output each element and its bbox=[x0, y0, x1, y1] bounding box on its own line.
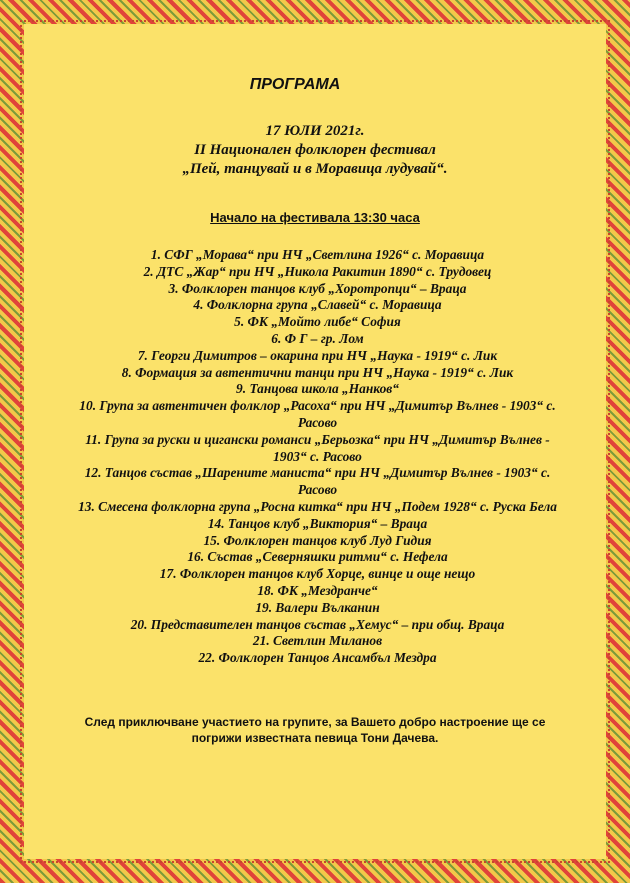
program-item: 13. Смесена фолклорна група „Росна китка“ при НЧ „Подем 1928“ с. Руска Бела bbox=[78, 498, 557, 514]
page-title: ПРОГРАМА bbox=[249, 76, 341, 93]
closing-note bbox=[50, 714, 580, 746]
program-item: 9. Танцова школа „Нанков“ bbox=[236, 381, 399, 397]
festival-date: 17 ЮЛИ 2021г. bbox=[265, 123, 365, 139]
program-item: 7. Георги Димитров – окарина при НЧ „Наука - 1919“ с. Лик bbox=[137, 347, 498, 363]
festival-intro bbox=[40, 122, 590, 179]
program-item: 18. ФК „Мездранче“ bbox=[257, 582, 378, 598]
closing-note-line: След приключване участието на групите, за Вашето добро настроение ще се bbox=[84, 715, 546, 729]
program-item: 11. Група за руски и цигански романси „Берьозка“ при НЧ „Димитър Вълнев - 1903“ с. Расово bbox=[85, 431, 550, 464]
program-item: 6. Ф Г – гр. Лом bbox=[271, 330, 364, 346]
program-item: 3. Фолклорен танцов клуб „Хоротропци“ – Враца bbox=[168, 280, 467, 296]
program-item: 8. Формация за автентични танци при НЧ „Наука - 1919“ с. Лик bbox=[121, 364, 514, 380]
program-item: 16. Състав „Северняшки ритми“ с. Нефела bbox=[187, 549, 448, 565]
program-item: 21. Светлин Миланов bbox=[252, 633, 383, 649]
festival-motto: „Пей, танцувай и в Моравица лудувай“. bbox=[182, 161, 448, 177]
program-item: 2. ДТС „Жар“ при НЧ „Никола Ракитин 1890“ с. Трудовец bbox=[143, 263, 492, 279]
festival-name: II Национален фолклорен фестивал bbox=[194, 142, 436, 158]
program-item: 10. Група за автентичен фолклор „Расоха“ при НЧ „Димитър Вълнев - 1903“ с. Расово bbox=[79, 398, 556, 430]
program-item: 12. Танцов състав „Шарените маниста“ при НЧ „Димитър Вълнев - 1903“ с. Расово bbox=[84, 465, 551, 498]
program-item: 5. ФК „Мойто либе“ София bbox=[234, 314, 401, 330]
program-item: 20. Представителен танцов състав „Хемус“ – при общ. Враца bbox=[130, 616, 505, 632]
closing-note-line: погрижи известната певица Тони Дачева. bbox=[191, 731, 439, 745]
program-item: 22. Фолклорен Танцов Ансамбъл Мездра bbox=[198, 650, 437, 666]
program-list bbox=[70, 247, 565, 667]
start-time: Начало на фестивала 13:30 часа bbox=[210, 210, 420, 225]
program-item: 15. Фолклорен танцов клуб Луд Гидия bbox=[203, 532, 432, 548]
program-item: 1. СФГ „Морава“ при НЧ „Светлина 1926“ с. Моравица bbox=[150, 247, 485, 262]
program-page bbox=[40, 40, 590, 840]
program-item: 19. Валери Вълканин bbox=[255, 599, 380, 615]
program-item: 14. Танцов клуб „Виктория“ – Враца bbox=[207, 515, 428, 531]
program-item: 17. Фолклорен танцов клуб Хорце, винце и още нещо bbox=[159, 566, 476, 582]
program-item: 4. Фолклорна група „Славей“ с. Моравица bbox=[193, 297, 442, 313]
